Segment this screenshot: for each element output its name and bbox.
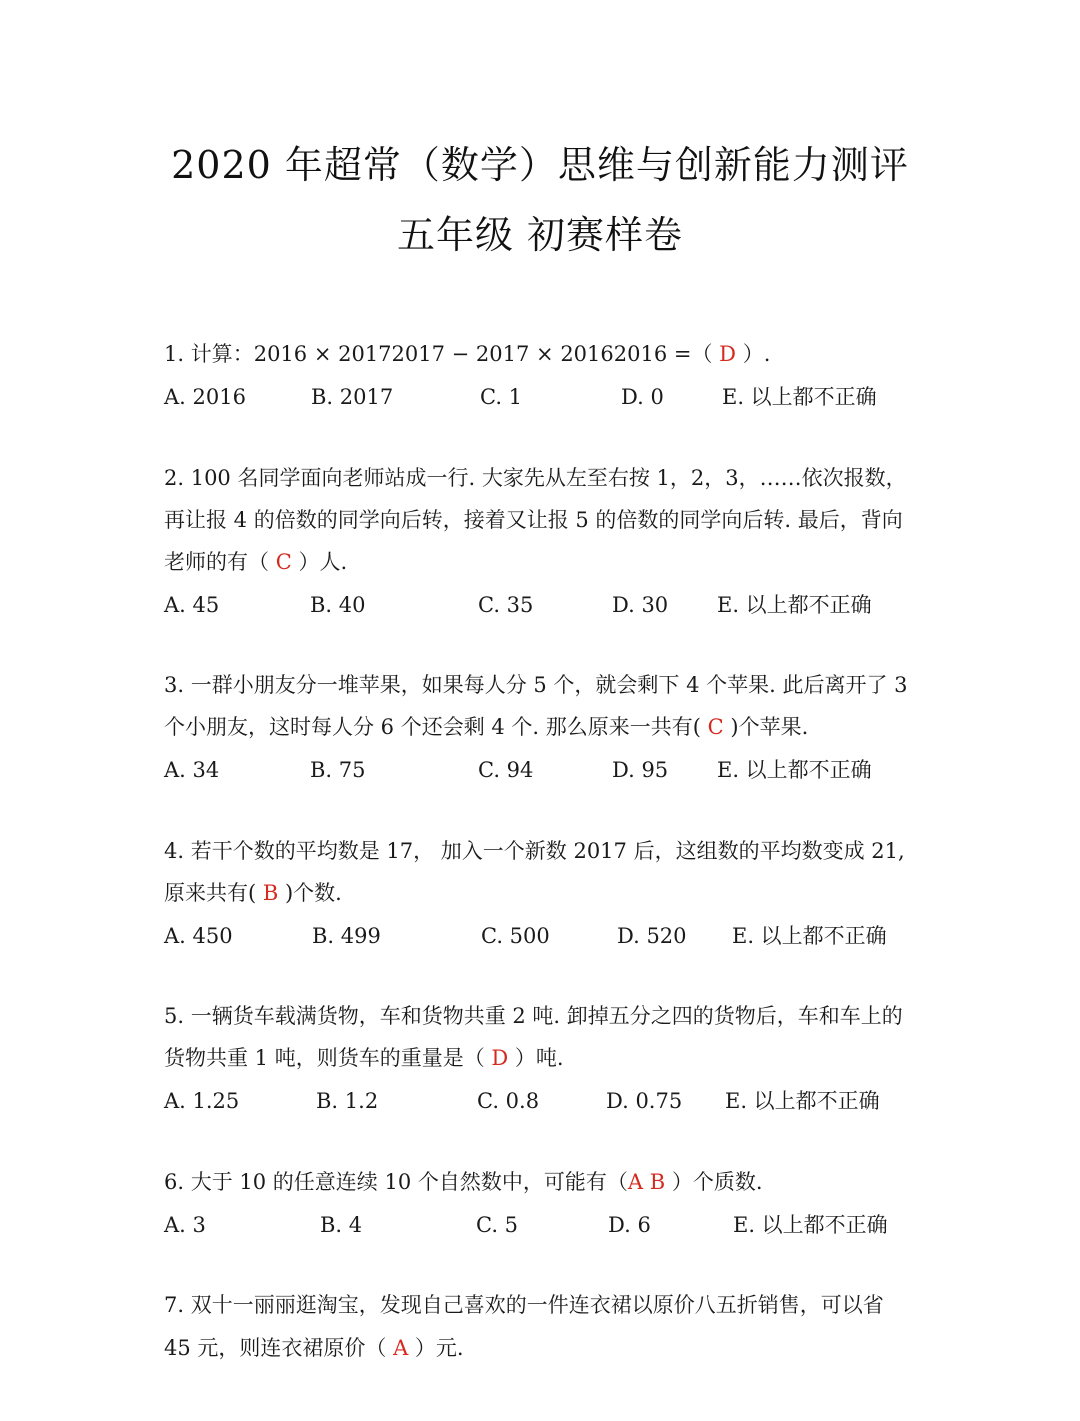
options-row <box>164 382 924 412</box>
answer-mark: D <box>491 1046 509 1070</box>
option-c: C. 0.8 <box>477 1089 540 1113</box>
option-c: C. 1 <box>480 385 523 409</box>
option-a: A. 34 <box>164 758 220 782</box>
option-c: C. 35 <box>478 593 534 617</box>
question-text: )个数. <box>278 881 342 905</box>
question-text: )个苹果. <box>723 715 809 739</box>
option-d: D. 95 <box>612 758 669 782</box>
option-a: A. 3 <box>164 1213 206 1237</box>
question-text: ）个质数. <box>665 1170 763 1194</box>
option-c: C. 500 <box>481 924 550 948</box>
question-text-line <box>164 505 903 535</box>
question-text: ）人. <box>291 550 348 574</box>
option-d: D. 0.75 <box>606 1089 683 1113</box>
option-e: E. 以上都不正确 <box>732 924 887 948</box>
question-text: ）. <box>736 342 771 366</box>
option-a: A. 1.25 <box>164 1089 240 1113</box>
answer-mark: A <box>393 1336 409 1360</box>
options-row <box>164 590 924 620</box>
question-text-line <box>164 1001 903 1031</box>
question-text: 2. 100 名同学面向老师站成一行. 大家先从左至右按 1，2，3，……依次报数， <box>164 466 907 490</box>
option-c: C. 94 <box>478 758 534 782</box>
question-text: 个小朋友，这时每人分 6 个还会剩 4 个. 那么原来一共有( <box>164 715 708 739</box>
option-b: B. 40 <box>310 593 366 617</box>
option-e: E. 以上都不正确 <box>717 593 872 617</box>
answer-mark: D <box>719 342 737 366</box>
question-text: 6. 大于 10 的任意连续 10 个自然数中，可能有（ <box>164 1170 628 1194</box>
question-text-line <box>164 463 907 493</box>
question-text: 4. 若干个数的平均数是 17， 加入一个新数 2017 后，这组数的平均数变成 21, <box>164 839 905 863</box>
question-text: 3. 一群小朋友分一堆苹果，如果每人分 5 个，就会剩下 4 个苹果. 此后离开了 3 <box>164 673 908 697</box>
question-text: 原来共有( <box>164 881 263 905</box>
question-text-line <box>164 339 770 369</box>
option-c: C. 5 <box>476 1213 519 1237</box>
question-text-line <box>164 712 808 742</box>
title-line-1: 2020 年超常（数学）思维与创新能力测评 <box>171 143 909 187</box>
option-d: D. 6 <box>608 1213 651 1237</box>
options-row <box>164 755 924 785</box>
option-b: B. 2017 <box>311 385 394 409</box>
question-text: ）元. <box>408 1336 464 1360</box>
option-e: E. 以上都不正确 <box>722 385 877 409</box>
question-text: 货物共重 1 吨，则货车的重量是（ <box>164 1046 492 1070</box>
options-row <box>164 1210 924 1240</box>
option-d: D. 520 <box>617 924 687 948</box>
question-text-line <box>164 1333 464 1363</box>
question-text: 再让报 4 的倍数的同学向后转，接着又让报 5 的倍数的同学向后转. 最后，背向 <box>164 508 903 532</box>
question-text: 7. 双十一丽丽逛淘宝，发现自己喜欢的一件连衣裙以原价八五折销售，可以省 <box>164 1293 884 1317</box>
question-text: ）吨. <box>508 1046 564 1070</box>
option-a: A. 2016 <box>164 385 246 409</box>
question-text-line <box>164 836 905 866</box>
answer-mark: C <box>275 550 292 574</box>
option-b: B. 75 <box>310 758 366 782</box>
question-text-line <box>164 878 342 908</box>
answer-mark: A B <box>627 1170 666 1194</box>
answer-mark: C <box>707 715 724 739</box>
question-text: 老师的有（ <box>164 550 276 574</box>
title-line-2: 五年级 初赛样卷 <box>396 213 684 257</box>
option-d: D. 30 <box>612 593 669 617</box>
option-a: A. 45 <box>164 593 220 617</box>
option-b: B. 1.2 <box>316 1089 379 1113</box>
option-b: B. 499 <box>312 924 381 948</box>
options-row <box>164 1086 924 1116</box>
question-text-line <box>164 547 347 577</box>
question-text: 5. 一辆货车载满货物，车和货物共重 2 吨. 卸掉五分之四的货物后，车和车上的 <box>164 1004 903 1028</box>
question-text-line <box>164 670 908 700</box>
option-d: D. 0 <box>621 385 664 409</box>
option-e: E. 以上都不正确 <box>717 758 872 782</box>
option-e: E. 以上都不正确 <box>733 1213 888 1237</box>
option-e: E. 以上都不正确 <box>725 1089 880 1113</box>
question-text-line <box>164 1043 564 1073</box>
options-row <box>164 921 924 951</box>
answer-mark: B <box>262 881 279 905</box>
question-text: 1. 计算：2016 × 20172017 − 2017 × 20162016 =（ <box>164 342 720 366</box>
question-text: 45 元，则连衣裙原价（ <box>164 1336 394 1360</box>
option-b: B. 4 <box>320 1213 363 1237</box>
option-a: A. 450 <box>164 924 233 948</box>
question-text-line <box>164 1290 884 1320</box>
question-text-line <box>164 1167 763 1197</box>
